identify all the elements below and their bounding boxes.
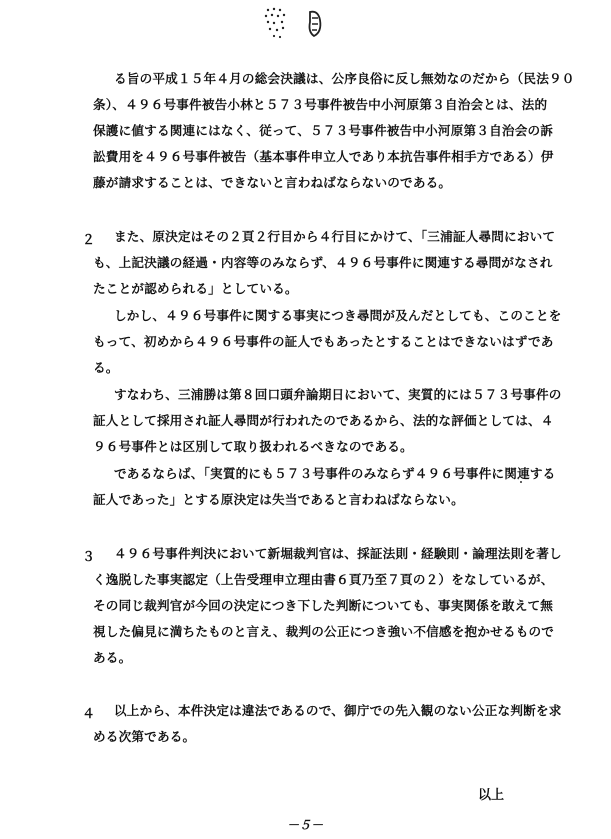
paragraph-number: ２ [82,233,96,248]
page-number: －５－ [287,818,324,832]
scan-speck [520,481,522,483]
text-line: たことが認められる」としている。 [93,281,298,296]
text-line: 証人であった」とする原決定は失当であると言わねばならない。 [93,492,464,507]
text-line: 保護に値する関連にはなく、従って、５７３号事件被告中小河原第３自治会の訴 [93,123,554,138]
text-line: であるならば、「実質的にも５７３号事件のみならず４９６号事件に関連する [114,466,556,481]
text-line: く逸脱した事実認定（上告受理申立理由書６頁乃至７頁の２）をなしているが、 [93,572,554,587]
text-line: もって、初めから４９６号事件の証人でもあったとすることはできないはずであ [93,334,554,349]
text-line: ある。 [93,650,132,665]
text-line: しかし、４９６号事件に関する事実につき尋問が及んだとしても、このことを [114,308,562,323]
text-line: 藤が請求することは、できないと言わねばならないのである。 [93,175,452,190]
text-line: める次第である。 [93,729,196,744]
text-line: 証人として採用され証人尋問が行われたのであるから、法的な評価としては、４ [93,413,554,428]
paragraph-number: ３ [82,550,96,565]
text-line: る旨の平成１５年４月の総会決議は、公序良俗に反し無効なのだから（民法９０ [114,71,575,86]
text-line: も、上記決議の経過・内容等のみならず、４９６号事件に関連する尋問がなされ [93,255,553,270]
text-line: 視した偏見に満ちたものと言え、裁判の公正につき強い不信感を抱かせるもので [93,624,555,639]
text-line: また、原決定はその２頁２行目から４行目にかけて、「三浦証人尋問において [114,229,556,244]
text-line: ９６号事件とは区別して取り扱われるべきなのである。 [93,439,413,454]
text-line: すなわち、三浦勝は第８回口頭弁論期日において、実質的には５７３号事件の [114,387,562,402]
text-line: その同じ裁判官が今回の決定につき下した判断についても、事実関係を敢えて無 [93,598,554,613]
closing-ijo: 以上 [478,788,505,803]
paragraph-number: ４ [82,707,96,722]
text-line: る。 [93,360,119,375]
stamp-mark-icon [252,4,332,44]
text-line: 以上から、本件決定は違法であるので、御庁での先入観のない公正な判断を求 [114,703,562,718]
text-line: ４９６号事件判決において新堀裁判官は、採証法則・経験則・論理法則を著し [114,546,562,561]
text-line: 条）、４９６号事件被告小林と５７３号事件被告中小河原第３自治会とは、法的 [93,97,548,112]
text-line: 訟費用を４９６号事件被告（基本事件申立人であり本抗告事件相手方である）伊 [93,149,554,164]
